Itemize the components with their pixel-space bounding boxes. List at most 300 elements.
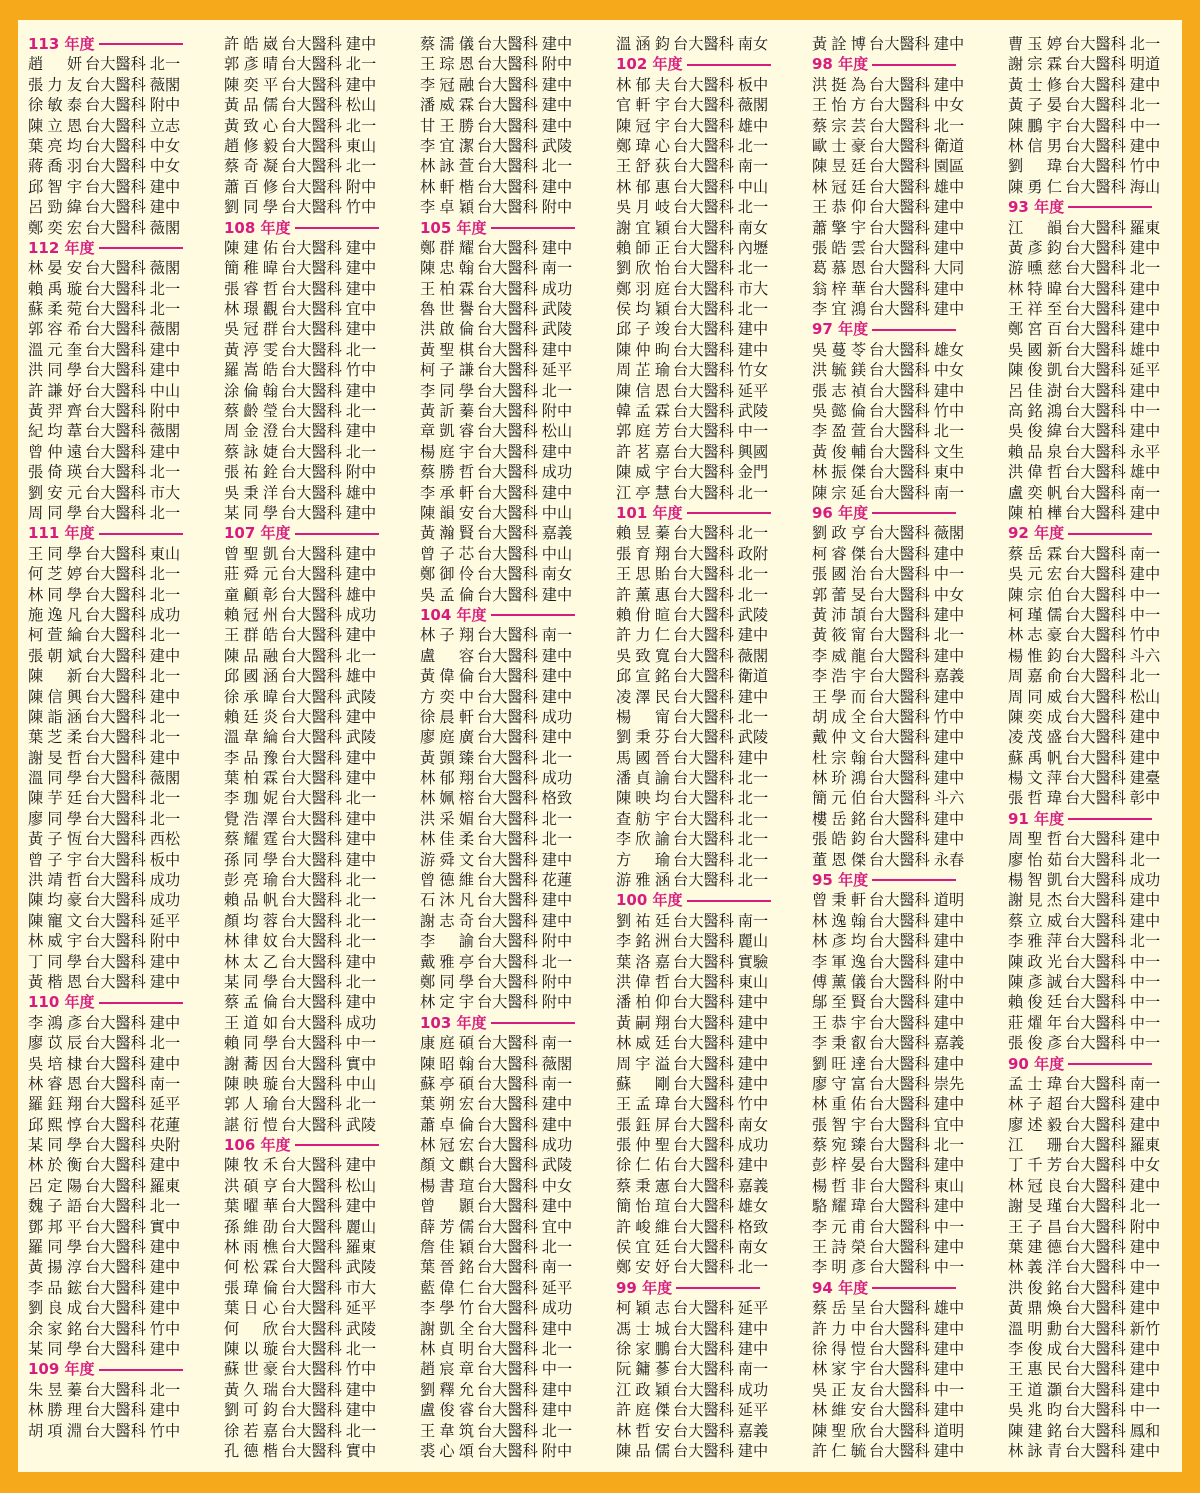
student-name: 陳聖欣 — [812, 1421, 866, 1440]
student-name: 裘心頌 — [420, 1441, 474, 1460]
high-school: 建中 — [1129, 707, 1161, 726]
admitted-school: 台大醫科 — [1065, 707, 1126, 726]
student-entry — [812, 850, 1008, 870]
student-name: 邱國涵 — [224, 667, 278, 686]
admitted-school: 台大醫科 — [1065, 422, 1126, 441]
high-school: 建中 — [149, 340, 181, 359]
student-name: 王道灝 — [1008, 1380, 1062, 1399]
admitted-school: 台大醫科 — [869, 96, 930, 115]
student-entry — [1008, 319, 1200, 339]
student-name: 林太乙 — [224, 952, 278, 971]
admitted-school: 台大醫科 — [869, 524, 930, 543]
student-name: 陳昭翰 — [420, 1054, 474, 1073]
student-entry — [420, 1359, 616, 1379]
student-entry — [28, 707, 224, 727]
admitted-school: 台大醫科 — [477, 565, 538, 584]
student-name: 黃致心 — [224, 116, 278, 135]
admitted-school: 台大醫科 — [477, 809, 538, 828]
high-school: 建中 — [541, 728, 573, 747]
student-name: 周芷瑜 — [616, 361, 670, 380]
high-school: 建中 — [345, 259, 377, 278]
student-name: 呂勁緯 — [28, 198, 82, 217]
student-name: 黃沛頡 — [812, 605, 866, 624]
year-divider-line — [295, 533, 379, 535]
admitted-school: 台大醫科 — [869, 1176, 930, 1195]
high-school: 北一 — [345, 789, 377, 808]
high-school: 北一 — [737, 136, 769, 155]
admitted-school: 台大醫科 — [1065, 1319, 1126, 1338]
admitted-school: 台大醫科 — [1065, 1136, 1126, 1155]
year-label: 95 年度 — [812, 871, 869, 890]
student-entry — [616, 462, 812, 482]
admitted-school: 台大醫科 — [477, 238, 538, 257]
student-entry — [28, 197, 224, 217]
year-divider-line — [99, 1369, 183, 1371]
admitted-school: 台大醫科 — [869, 340, 930, 359]
student-name: 林同學 — [28, 585, 82, 604]
student-name: 陳映均 — [616, 789, 670, 808]
student-name: 吳兆昀 — [1008, 1401, 1062, 1420]
student-entry — [812, 1074, 1008, 1094]
high-school: 實中 — [345, 1441, 377, 1460]
year-divider-line — [1068, 206, 1152, 208]
year-header — [1008, 809, 1200, 829]
high-school: 北一 — [149, 809, 181, 828]
admitted-school: 台大醫科 — [281, 911, 342, 930]
student-name: 林郁惠 — [616, 177, 670, 196]
admitted-school: 台大醫科 — [281, 667, 342, 686]
student-name: 賴俊廷 — [1008, 993, 1062, 1012]
student-name: 薛芳儒 — [420, 1217, 474, 1236]
student-entry — [616, 1441, 812, 1461]
admitted-school: 台大醫科 — [477, 279, 538, 298]
student-name: 莊燿年 — [1008, 1013, 1062, 1032]
high-school: 雄中 — [1129, 463, 1161, 482]
student-entry — [420, 1278, 616, 1298]
high-school: 建中 — [933, 35, 965, 53]
student-entry — [224, 299, 420, 319]
high-school: 建中 — [149, 1258, 181, 1277]
student-name: 黃嗣翔 — [616, 1013, 670, 1032]
student-name: 陳芋廷 — [28, 789, 82, 808]
student-entry — [224, 1380, 420, 1400]
high-school: 建中 — [1129, 136, 1161, 155]
high-school: 建中 — [345, 565, 377, 584]
year-header — [812, 54, 1008, 74]
admitted-school: 台大醫科 — [673, 1054, 734, 1073]
student-name: 黃羿齊 — [28, 402, 82, 421]
student-entry — [224, 1421, 420, 1441]
student-name: 邱智宇 — [28, 177, 82, 196]
student-entry — [1008, 1339, 1200, 1359]
student-name: 李品豫 — [224, 748, 278, 767]
year-header — [420, 1013, 616, 1033]
high-school: 竹中 — [737, 1095, 769, 1114]
high-school: 北一 — [149, 300, 181, 319]
admitted-school: 台大醫科 — [281, 544, 342, 563]
admitted-school: 台大醫科 — [1065, 1176, 1126, 1195]
student-name: 謝旻瑾 — [1008, 1197, 1062, 1216]
admitted-school: 台大醫科 — [477, 75, 538, 94]
student-entry — [812, 1421, 1008, 1441]
high-school: 建中 — [345, 238, 377, 257]
high-school: 松山 — [345, 1176, 377, 1195]
admitted-school: 台大醫科 — [1065, 646, 1126, 665]
admitted-school: 台大醫科 — [869, 1115, 930, 1134]
student-name: 蔡秉憲 — [616, 1176, 670, 1195]
high-school: 延平 — [541, 361, 573, 380]
high-school: 建中 — [541, 1380, 573, 1399]
student-entry — [28, 1217, 224, 1237]
student-name: 鄭安妤 — [616, 1258, 670, 1277]
high-school: 成功 — [541, 707, 573, 726]
student-entry — [812, 177, 1008, 197]
high-school: 建中 — [933, 1013, 965, 1032]
student-entry — [812, 829, 1008, 849]
high-school: 附中 — [541, 198, 573, 217]
high-school: 雄中 — [933, 1299, 965, 1318]
student-name: 廖庭廣 — [420, 728, 474, 747]
admitted-school: 台大醫科 — [85, 1095, 146, 1114]
high-school: 建中 — [737, 320, 769, 339]
high-school: 中一 — [1129, 402, 1161, 421]
student-name: 郭容希 — [28, 320, 82, 339]
high-school: 北一 — [345, 1421, 377, 1440]
high-school: 中女 — [1129, 1156, 1161, 1175]
high-school: 建中 — [541, 667, 573, 686]
student-name: 李銘洲 — [616, 932, 670, 951]
high-school: 北一 — [1129, 259, 1161, 278]
student-name: 張倚瑛 — [28, 463, 82, 482]
student-entry — [28, 1400, 224, 1420]
student-name: 賴昱蓁 — [616, 524, 670, 543]
high-school: 建中 — [933, 544, 965, 563]
high-school: 建中 — [149, 1238, 181, 1257]
admitted-school: 台大醫科 — [1065, 1156, 1126, 1175]
admitted-school: 台大醫科 — [673, 1095, 734, 1114]
student-name: 柯穎志 — [616, 1299, 670, 1318]
admitted-school: 台大醫科 — [477, 1034, 538, 1053]
high-school: 斗六 — [1129, 646, 1161, 665]
student-entry — [420, 972, 616, 992]
student-name: 李品鋐 — [28, 1278, 82, 1297]
admitted-school: 台大醫科 — [477, 1401, 538, 1420]
high-school: 建中 — [541, 1115, 573, 1134]
admitted-school: 台大醫科 — [1065, 381, 1126, 400]
admitted-school: 台大醫科 — [477, 1054, 538, 1073]
student-name: 劉安元 — [28, 483, 82, 502]
high-school: 羅東 — [1129, 218, 1161, 237]
student-entry — [1008, 75, 1200, 95]
student-entry — [616, 197, 812, 217]
column-2 — [224, 34, 420, 1461]
year-header — [224, 523, 420, 543]
admitted-school: 台大醫科 — [1065, 1115, 1126, 1134]
admitted-school: 台大醫科 — [281, 1238, 342, 1257]
student-name: 林佳柔 — [420, 830, 474, 849]
student-name: 葉曜華 — [224, 1197, 278, 1216]
year-header — [28, 238, 224, 258]
high-school: 竹中 — [933, 707, 965, 726]
student-name: 劉祐廷 — [616, 911, 670, 930]
year-header — [812, 1278, 1008, 1298]
high-school: 建中 — [933, 279, 965, 298]
high-school: 建中 — [149, 1340, 181, 1358]
student-name: 官軒宇 — [616, 96, 670, 115]
student-name: 王群皓 — [224, 626, 278, 645]
admitted-school: 台大醫科 — [673, 1034, 734, 1053]
student-entry — [812, 666, 1008, 686]
high-school: 建中 — [149, 748, 181, 767]
student-name: 許謙妤 — [28, 381, 82, 400]
student-name: 張皓鈞 — [812, 830, 866, 849]
high-school: 建中 — [737, 1156, 769, 1175]
student-entry — [812, 646, 1008, 666]
student-name: 葉亮均 — [28, 136, 82, 155]
student-entry — [812, 931, 1008, 951]
student-name: 陳冠宇 — [616, 116, 670, 135]
admitted-school: 台大醫科 — [281, 809, 342, 828]
student-name: 張國治 — [812, 565, 866, 584]
student-name: 吳國新 — [1008, 340, 1062, 359]
high-school: 薇閣 — [737, 646, 769, 665]
student-name: 鄭御伶 — [420, 565, 474, 584]
student-name: 謝凱全 — [420, 1319, 474, 1338]
admitted-school: 台大醫科 — [869, 830, 930, 849]
student-name: 洪碩亨 — [224, 1176, 278, 1195]
admitted-school: 台大醫科 — [281, 1197, 342, 1216]
student-entry — [616, 1176, 812, 1196]
high-school: 格致 — [541, 789, 573, 808]
student-name: 游曛慈 — [1008, 259, 1062, 278]
admitted-school: 台大醫科 — [869, 1421, 930, 1440]
student-entry — [224, 768, 420, 788]
high-school: 花蓮 — [149, 1115, 181, 1134]
student-entry — [616, 666, 812, 686]
student-name: 李雅萍 — [1008, 932, 1062, 951]
student-entry — [812, 1441, 1008, 1461]
student-name: 呂定陽 — [28, 1176, 82, 1195]
high-school: 北一 — [1129, 667, 1161, 686]
admitted-school: 台大醫科 — [477, 198, 538, 217]
admitted-school: 台大醫科 — [869, 1441, 930, 1460]
student-entry — [812, 340, 1008, 360]
student-entry — [1008, 890, 1200, 910]
student-entry — [1008, 1013, 1200, 1033]
student-entry — [28, 299, 224, 319]
admitted-school: 台大醫科 — [869, 789, 930, 808]
student-entry — [1008, 340, 1200, 360]
student-entry — [28, 279, 224, 299]
admitted-school: 台大醫科 — [477, 1074, 538, 1093]
student-entry — [420, 911, 616, 931]
student-name: 黃楷恩 — [28, 972, 82, 991]
high-school: 建中 — [933, 381, 965, 400]
high-school: 建中 — [933, 605, 965, 624]
high-school: 建中 — [933, 769, 965, 788]
high-school: 武陵 — [737, 402, 769, 421]
student-name: 黃子晏 — [1008, 96, 1062, 115]
student-entry — [1008, 1115, 1200, 1135]
student-entry — [1008, 1319, 1200, 1339]
admitted-school: 台大醫科 — [869, 707, 930, 726]
student-name: 洪毓鎂 — [812, 361, 866, 380]
student-entry — [616, 238, 812, 258]
student-entry — [812, 1013, 1008, 1033]
student-entry — [420, 1237, 616, 1257]
admitted-school: 台大醫科 — [1065, 463, 1126, 482]
admitted-school: 台大醫科 — [85, 830, 146, 849]
year-label: 104 年度 — [420, 605, 487, 624]
year-header — [1008, 523, 1200, 543]
student-name: 某同學 — [28, 1136, 82, 1155]
student-entry — [812, 381, 1008, 401]
student-name: 林詠青 — [1008, 1441, 1062, 1460]
student-entry — [420, 585, 616, 605]
student-entry — [1008, 136, 1200, 156]
admitted-school: 台大醫科 — [281, 1115, 342, 1134]
student-entry — [28, 666, 224, 686]
student-name: 陳柏樺 — [1008, 503, 1062, 522]
high-school: 建中 — [1129, 1115, 1161, 1134]
high-school: 建中 — [345, 707, 377, 726]
admitted-school: 台大醫科 — [281, 381, 342, 400]
high-school: 建中 — [933, 1441, 965, 1460]
high-school: 南女 — [737, 1115, 769, 1134]
student-name: 李欣諭 — [616, 830, 670, 849]
student-entry — [420, 1054, 616, 1074]
high-school: 建中 — [933, 300, 965, 319]
high-school: 建中 — [933, 1360, 965, 1379]
student-name: 李俊成 — [1008, 1340, 1062, 1358]
admitted-school: 台大醫科 — [1065, 1074, 1126, 1093]
high-school: 建中 — [933, 809, 965, 828]
admitted-school: 台大醫科 — [477, 157, 538, 176]
student-name: 歐士豪 — [812, 136, 866, 155]
student-name: 林冠宏 — [420, 1136, 474, 1155]
high-school: 武陵 — [541, 300, 573, 319]
high-school: 格致 — [737, 1217, 769, 1236]
student-name: 黃彥鈞 — [1008, 238, 1062, 257]
student-entry — [28, 788, 224, 808]
admitted-school: 台大醫科 — [869, 75, 930, 94]
student-entry — [1008, 931, 1200, 951]
high-school: 北一 — [1129, 850, 1161, 869]
student-name: 陳政光 — [1008, 952, 1062, 971]
high-school: 竹中 — [149, 1421, 181, 1440]
student-name: 彭梓晏 — [812, 1156, 866, 1175]
admitted-school: 台大醫科 — [869, 1054, 930, 1073]
student-entry — [812, 258, 1008, 278]
high-school: 薇閣 — [149, 320, 181, 339]
high-school: 北一 — [737, 585, 769, 604]
admitted-school: 台大醫科 — [85, 687, 146, 706]
student-name: 林姵榕 — [420, 789, 474, 808]
student-entry — [420, 707, 616, 727]
admitted-school: 台大醫科 — [1065, 565, 1126, 584]
high-school: 北一 — [541, 1238, 573, 1257]
student-entry — [812, 1339, 1008, 1359]
high-school: 建中 — [1129, 728, 1161, 747]
student-entry — [224, 585, 420, 605]
student-entry — [224, 75, 420, 95]
admitted-school: 台大醫科 — [477, 789, 538, 808]
student-name: 江 珊 — [1008, 1136, 1062, 1155]
student-name: 陳奕平 — [224, 75, 278, 94]
high-school: 建中 — [345, 422, 377, 441]
student-name: 陳仲昫 — [616, 340, 670, 359]
student-entry — [224, 279, 420, 299]
year-label: 105 年度 — [420, 218, 487, 237]
student-entry — [420, 1298, 616, 1318]
high-school: 建中 — [541, 116, 573, 135]
student-entry — [420, 54, 616, 74]
student-entry — [1008, 177, 1200, 197]
student-name: 周同學 — [28, 503, 82, 522]
student-name: 曾仲遠 — [28, 442, 82, 461]
high-school: 雄女 — [737, 1197, 769, 1216]
student-name: 李學竹 — [420, 1299, 474, 1318]
high-school: 成功 — [541, 1299, 573, 1318]
year-label: 106 年度 — [224, 1136, 291, 1155]
admitted-school: 台大醫科 — [869, 381, 930, 400]
year-divider-line — [491, 227, 575, 229]
admitted-school: 台大醫科 — [85, 442, 146, 461]
admitted-school: 台大醫科 — [673, 932, 734, 951]
student-name: 彭亮瑜 — [224, 871, 278, 890]
admitted-school: 台大醫科 — [281, 993, 342, 1012]
admitted-school: 台大醫科 — [281, 402, 342, 421]
high-school: 北一 — [933, 1136, 965, 1155]
student-name: 鄭群耀 — [420, 238, 474, 257]
admitted-school: 台大醫科 — [869, 198, 930, 217]
admitted-school: 台大醫科 — [85, 422, 146, 441]
student-entry — [616, 727, 812, 747]
admitted-school: 台大醫科 — [869, 463, 930, 482]
student-entry — [224, 177, 420, 197]
admitted-school: 台大醫科 — [477, 626, 538, 645]
student-name: 王韋筑 — [420, 1421, 474, 1440]
student-entry — [28, 462, 224, 482]
student-entry — [812, 687, 1008, 707]
admitted-school: 台大醫科 — [869, 544, 930, 563]
admitted-school: 台大醫科 — [281, 361, 342, 380]
high-school: 宜中 — [933, 1115, 965, 1134]
high-school: 薇閣 — [149, 75, 181, 94]
student-entry — [616, 116, 812, 136]
student-name: 丁千芳 — [1008, 1156, 1062, 1175]
admitted-school: 台大醫科 — [85, 707, 146, 726]
honor-roll-columns — [28, 34, 1200, 1461]
student-entry — [224, 462, 420, 482]
high-school: 建中 — [541, 442, 573, 461]
high-school: 建中 — [541, 1197, 573, 1216]
student-entry — [224, 850, 420, 870]
admitted-school: 台大醫科 — [1065, 259, 1126, 278]
admitted-school: 台大醫科 — [477, 911, 538, 930]
high-school: 南女 — [737, 1238, 769, 1257]
admitted-school: 台大醫科 — [281, 1054, 342, 1073]
student-entry — [28, 564, 224, 584]
year-header — [224, 1135, 420, 1155]
high-school: 建中 — [737, 748, 769, 767]
high-school: 彰中 — [1129, 789, 1161, 808]
high-school: 建中 — [541, 687, 573, 706]
admitted-school: 台大醫科 — [673, 75, 734, 94]
high-school: 成功 — [541, 1136, 573, 1155]
admitted-school: 台大醫科 — [869, 993, 930, 1012]
student-entry — [28, 1339, 224, 1359]
